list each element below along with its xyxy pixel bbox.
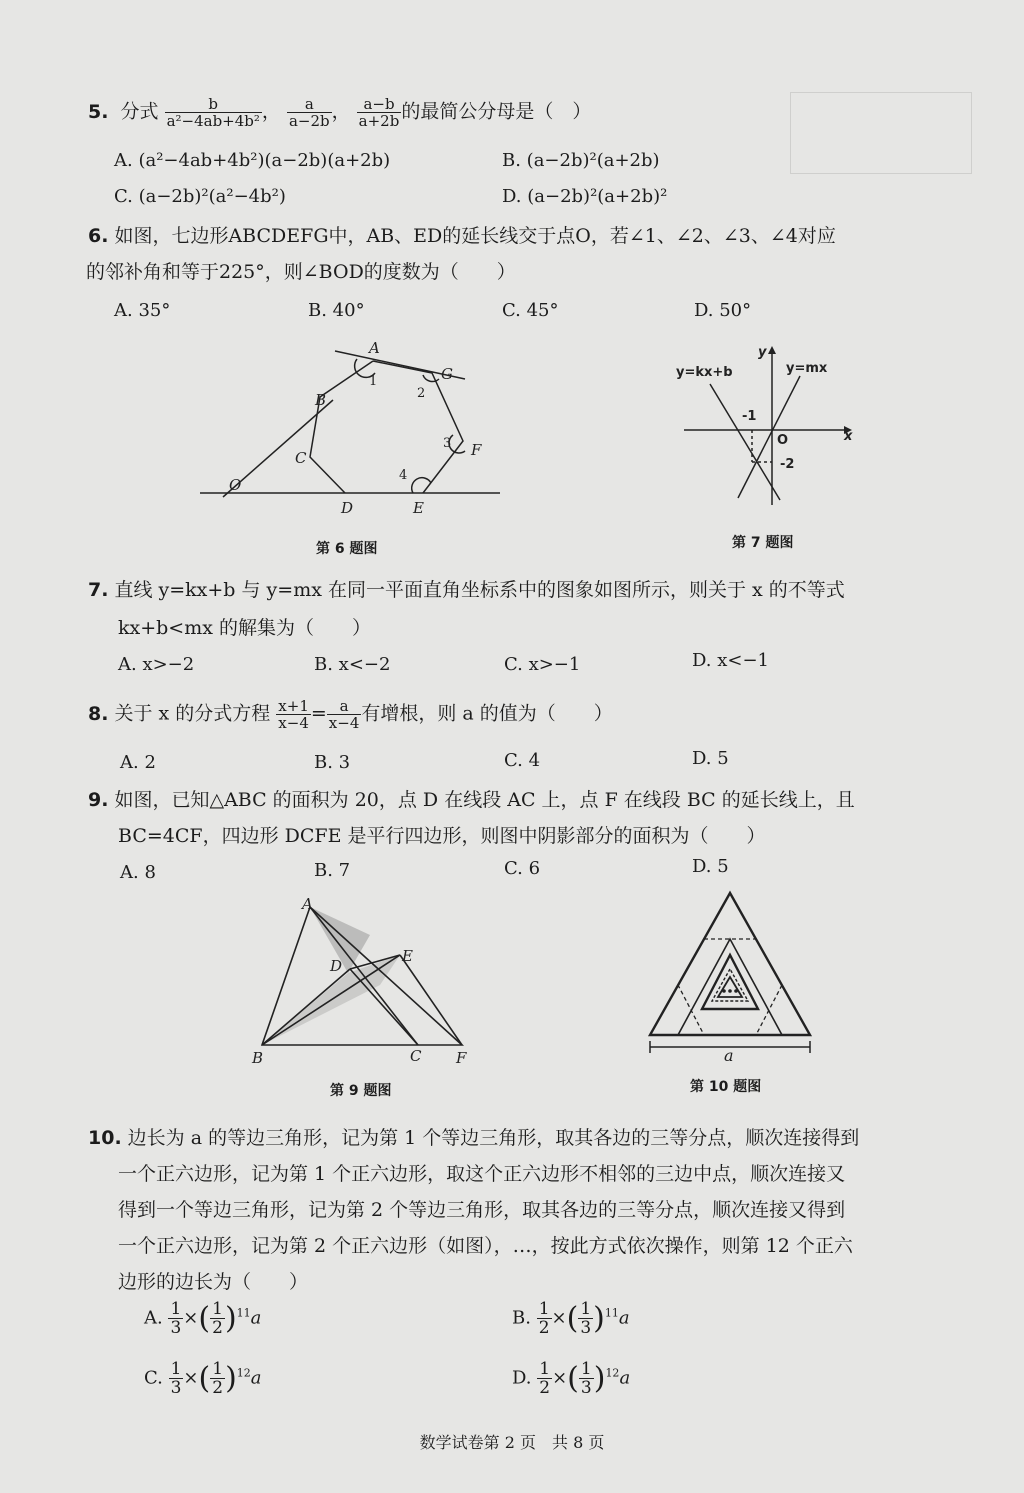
question-9: 9. 如图，已知△ABC 的面积为 20，点 D 在线段 AC 上，点 F 在线段 BC 的延长线上，且 [88,789,855,811]
q9-option-a: A. 8 [120,862,156,883]
side-label-a: a [724,1046,734,1065]
fraction: $\frac{b}{\text{a²−4ab+4b²}}$ [166,95,260,130]
angle-1: 1 [369,374,378,389]
q10-option-d: D. $\frac{1}{2}\times$( $\frac{1}{3})^{12}a$ [512,1359,631,1398]
q6-option-d: D. 50° [694,300,752,321]
angle-4: 4 [399,468,408,483]
fraction: $\frac{a}{a-2b}$ [288,95,330,130]
q8-option-b: B. 3 [314,752,351,773]
question-5: 5. 分式 $\frac{b}{\text{a²−4ab+4b²}}$ ， $\frac{a}{a-2b}$ ， $\frac{a-b}{a+2b}$ 的最简公分母是（ ） [88,95,592,130]
q6-option-a: A. 35° [114,300,171,321]
q6-option-c: C. 45° [502,300,559,321]
q8-option-a: A. 2 [120,752,156,773]
question-10-line4: 一个正六边形，记为第 2 个正六边形（如图），…，按此方式依次操作，则第 12 个正六 [118,1235,853,1257]
q9-option-b: B. 7 [314,860,351,881]
q10-option-a: A. $\frac{1}{3}\times$( $\frac{1}{2})^{11}a$ [144,1299,262,1338]
fig9-caption: 第 9 题图 [330,1083,392,1099]
label-f: F [456,1049,467,1067]
question-10: 10. 边长为 a 的等边三角形，记为第 1 个等边三角形，取其各边的三等分点，顺次连接得到 [88,1127,860,1149]
fig6-caption: 第 6 题图 [316,541,378,557]
label-o: O [229,476,242,494]
q8-option-d: D. 5 [692,748,729,769]
question-7-line2: kx+b<mx 的解集为（ ） [118,617,372,639]
q5-option-d: D. (a−2b)²(a+2b)² [502,186,668,207]
fraction: $\frac{a-b}{a+2b}$ [358,95,400,130]
q8-option-c: C. 4 [504,750,541,771]
question-8: 8. 关于 x 的分式方程 $\frac{x+1}{x-4}$ = $\frac{a}{x-4}$ 有增根，则 a 的值为（ ） [88,697,613,732]
question-7: 7. 直线 y=kx+b 与 y=mx 在同一平面直角坐标系中的图象如图所示，则关于 x 的不等式 [88,579,845,601]
fraction: $\frac{x+1}{x-4}$ [278,697,309,732]
question-10-line5: 边形的边长为（ ） [118,1271,309,1293]
q7-option-a: A. x>−2 [118,654,195,675]
question-6-line2: 的邻补角和等于225°，则∠BOD的度数为（ ） [86,261,516,283]
q10-option-b: B. $\frac{1}{2}\times$( $\frac{1}{3})^{11}a$ [512,1299,630,1338]
q7-option-c: C. x>−1 [504,654,581,675]
question-10-line3: 得到一个等边三角形，记为第 2 个等边三角形，取其各边的三等分点，顺次连接又得到 [118,1199,846,1221]
q5-option-c: C. (a−2b)²(a²−4b²) [114,186,286,207]
label-c: C [410,1047,422,1065]
question-10-line2: 一个正六边形，记为第 1 个正六边形，取这个正六边形不相邻的三边中点，顺次连接又 [118,1163,846,1185]
q7-option-b: B. x<−2 [314,654,391,675]
question-6: 6. 如图，七边形ABCDEFG中，AB、ED的延长线交于点O，若∠1、∠2、∠3、∠4对应 [88,225,836,247]
fig7-caption: 第 7 题图 [732,535,794,551]
origin-label: O [777,433,789,448]
label-e: E [413,499,424,517]
figure-10 [640,885,820,1065]
tick-minus-1: -1 [742,409,757,424]
label-d: D [341,499,354,517]
label-d: D [330,957,343,975]
fig10-caption: 第 10 题图 [690,1079,762,1095]
line-label-kx-b: y=kx+b [676,365,733,380]
tick-minus-2: -2 [780,457,795,472]
q6-option-b: B. 40° [308,300,365,321]
angle-2: 2 [417,386,426,401]
fraction: $\frac{a}{x-4}$ [328,697,360,732]
axis-x: x [844,429,853,444]
figure-9 [250,895,480,1070]
label-b: B [252,1049,264,1067]
line-label-mx: y=mx [786,361,828,376]
angle-3: 3 [443,436,452,451]
label-b: B [315,391,327,409]
page-footer: 数学试卷第 2 页 共 8 页 [419,1433,605,1452]
q7-option-d: D. x<−1 [692,650,770,671]
figure-7 [676,340,856,520]
q9-option-d: D. 5 [692,856,729,877]
q10-option-c: C. $\frac{1}{3}\times$( $\frac{1}{2})^{12}a$ [144,1359,262,1398]
label-a: A [369,339,380,357]
label-f: F [471,441,482,459]
label-g: G [441,365,453,383]
q5-option-a: A. (a²−4ab+4b²)(a−2b)(a+2b) [114,150,391,171]
label-e: E [402,947,413,965]
label-a: A [302,895,313,913]
q5-option-b: B. (a−2b)²(a+2b) [502,150,660,171]
question-9-line2: BC=4CF，四边形 DCFE 是平行四边形，则图中阴影部分的面积为（ ） [118,825,766,847]
figure-6 [195,335,515,535]
q9-option-c: C. 6 [504,858,541,879]
label-c: C [295,449,307,467]
score-box [790,92,972,174]
axis-y: y [758,345,767,360]
